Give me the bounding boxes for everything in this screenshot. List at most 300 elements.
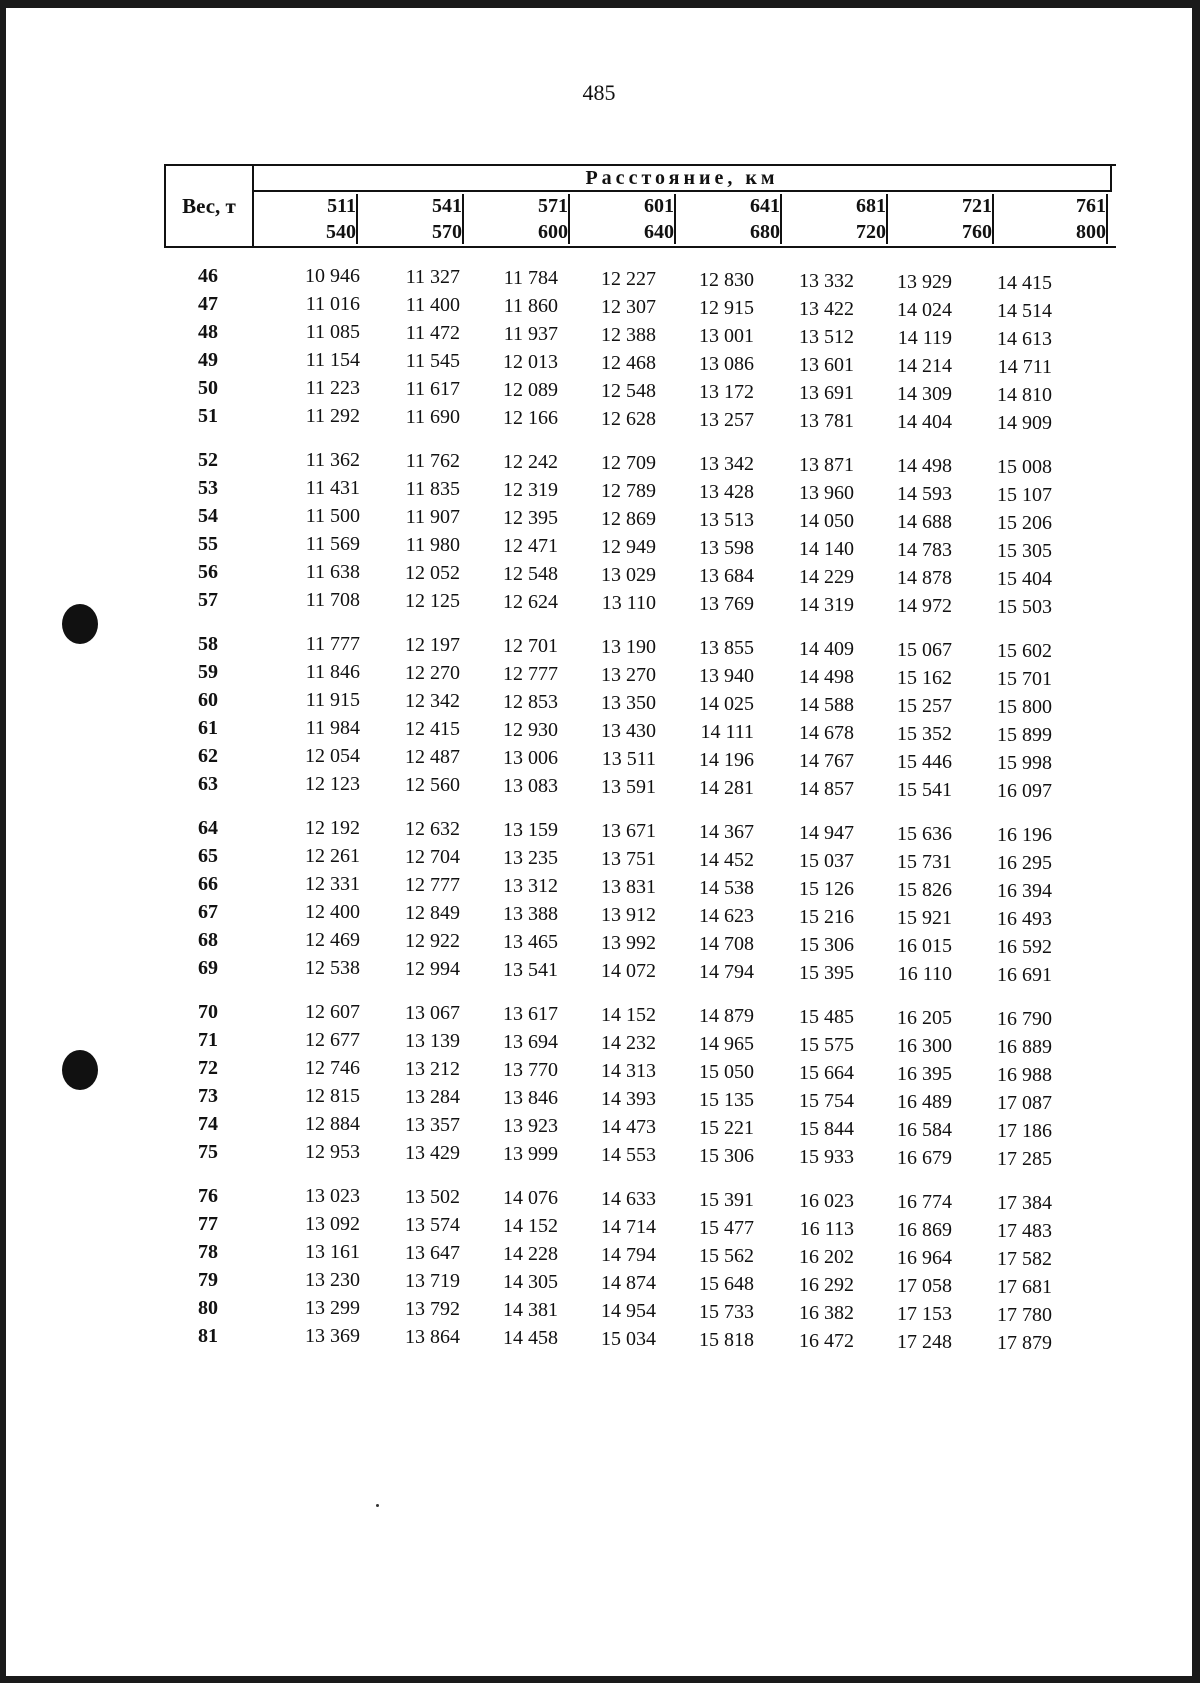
rate-cell: 12 270 [405,662,460,684]
rate-cell: 14 305 [503,1271,558,1293]
rate-cell: 13 647 [405,1242,460,1264]
rate-cell: 13 230 [305,1269,360,1291]
rate-cell: 15 921 [897,907,952,929]
rate-cell: 14 708 [699,933,754,955]
rate-cell: 12 677 [305,1029,360,1051]
rate-cell: 13 342 [699,453,754,475]
rate-cell: 15 446 [897,751,952,773]
rate-cell: 13 769 [699,593,754,615]
rate-cell: 14 228 [503,1243,558,1265]
rate-cell: 13 591 [601,776,656,798]
rate-cell: 13 388 [503,903,558,925]
weight-cell: 54 [198,505,218,527]
weight-cell: 62 [198,745,218,767]
rate-cell: 13 086 [699,353,754,375]
rate-cell: 14 714 [601,1216,656,1238]
rate-cell: 12 560 [405,774,460,796]
rate-cell: 13 719 [405,1270,460,1292]
range-from: 641 [750,195,780,217]
rate-cell: 14 794 [601,1244,656,1266]
rate-cell: 14 794 [699,961,754,983]
rate-cell: 13 350 [601,692,656,714]
rate-cell: 16 300 [897,1035,952,1057]
rate-cell: 14 514 [997,300,1052,322]
rate-cell: 14 857 [799,778,854,800]
table-row [6,1110,1192,1142]
rate-cell: 14 498 [799,666,854,688]
rate-cell: 11 085 [305,321,360,343]
weight-cell: 50 [198,377,218,399]
rate-cell: 14 553 [601,1144,656,1166]
rate-cell: 11 154 [305,349,360,371]
table-row [6,318,1192,350]
rate-cell: 14 678 [799,722,854,744]
weight-cell: 74 [198,1113,218,1135]
weight-cell: 80 [198,1297,218,1319]
rate-cell: 13 139 [405,1030,460,1052]
rate-cell: 14 452 [699,849,754,871]
rate-cell: 11 500 [305,505,360,527]
weight-cell: 48 [198,321,218,343]
rate-cell: 13 429 [405,1142,460,1164]
table-row [6,1026,1192,1058]
table-row [6,530,1192,562]
range-to: 800 [1076,221,1106,243]
rate-cell: 11 327 [405,266,460,288]
rate-cell: 12 915 [699,297,754,319]
scan-speck [376,1504,379,1507]
rate-cell: 14 196 [699,749,754,771]
rate-cell: 11 569 [305,533,360,555]
rate-cell: 11 937 [503,323,558,345]
rate-cell: 15 826 [897,879,952,901]
rate-cell: 14 367 [699,821,754,843]
rate-cell: 12 953 [305,1141,360,1163]
rate-cell: 16 113 [799,1218,854,1240]
rate-cell: 11 907 [405,506,460,528]
rate-cell: 14 878 [897,567,952,589]
weight-cell: 76 [198,1185,218,1207]
rate-cell: 15 306 [799,934,854,956]
rate-cell: 16 382 [799,1302,854,1324]
distance-range-header [254,192,358,246]
rate-cell: 15 162 [897,667,952,689]
rate-cell: 12 013 [503,351,558,373]
document-page [6,8,1192,1676]
weight-cell: 65 [198,845,218,867]
rate-cell: 16 679 [897,1147,952,1169]
distance-range-header [572,192,676,246]
rate-cell: 15 733 [699,1301,754,1323]
rate-cell: 11 984 [305,717,360,739]
rate-cell: 16 584 [897,1119,952,1141]
rate-cell: 13 312 [503,875,558,897]
range-to: 680 [750,221,780,243]
rate-cell: 13 770 [503,1059,558,1081]
weight-cell: 72 [198,1057,218,1079]
rate-cell: 15 701 [997,668,1052,690]
rate-cell: 14 947 [799,822,854,844]
range-from: 761 [1076,195,1106,217]
rate-cell: 15 107 [997,484,1052,506]
rate-cell: 14 711 [997,356,1052,378]
table-row [6,402,1192,434]
rate-cell: 17 780 [997,1304,1052,1326]
rate-cell: 15 126 [799,878,854,900]
table-row [6,474,1192,506]
rate-cell: 12 830 [699,269,754,291]
table-row [6,686,1192,718]
rate-cell: 14 152 [601,1004,656,1026]
rate-cell: 13 430 [601,720,656,742]
rate-cell: 13 999 [503,1143,558,1165]
table-row [6,630,1192,662]
rate-cell: 13 465 [503,931,558,953]
weight-cell: 75 [198,1141,218,1163]
rate-cell: 16 196 [997,824,1052,846]
range-from: 511 [327,195,356,217]
rate-cell: 16 964 [897,1247,952,1269]
rate-cell: 15 485 [799,1006,854,1028]
rate-cell: 13 369 [305,1325,360,1347]
rate-cell: 14 810 [997,384,1052,406]
rate-cell: 12 125 [405,590,460,612]
table-row [6,346,1192,378]
column-rule [992,194,994,244]
rate-cell: 13 512 [799,326,854,348]
rate-cell: 14 313 [601,1060,656,1082]
rate-cell: 17 483 [997,1220,1052,1242]
rate-cell: 14 688 [897,511,952,533]
rate-cell: 12 789 [601,480,656,502]
table-row [6,814,1192,846]
rate-cell: 14 588 [799,694,854,716]
table-row [6,870,1192,902]
weight-cell: 67 [198,901,218,923]
rate-cell: 12 123 [305,773,360,795]
rate-cell: 15 503 [997,596,1052,618]
rate-cell: 13 691 [799,382,854,404]
rate-cell: 15 067 [897,639,952,661]
rate-cell: 13 684 [699,565,754,587]
rate-cell: 13 992 [601,932,656,954]
rate-cell: 11 915 [305,689,360,711]
rate-cell: 12 701 [503,635,558,657]
rate-cell: 13 502 [405,1186,460,1208]
rate-cell: 15 664 [799,1062,854,1084]
rate-cell: 14 024 [897,299,952,321]
rate-cell: 12 632 [405,818,460,840]
table-row [6,290,1192,322]
rate-cell: 14 409 [799,638,854,660]
table-row [6,1138,1192,1170]
rate-cell: 12 922 [405,930,460,952]
table-row [6,1054,1192,1086]
weight-cell: 73 [198,1085,218,1107]
rate-cell: 15 216 [799,906,854,928]
table-header [164,164,1116,248]
weight-cell: 70 [198,1001,218,1023]
rate-cell: 17 582 [997,1248,1052,1270]
rate-cell: 15 998 [997,752,1052,774]
rate-cell: 14 538 [699,877,754,899]
table-row [6,954,1192,986]
rate-cell: 13 846 [503,1087,558,1109]
rate-cell: 14 393 [601,1088,656,1110]
rate-cell: 12 487 [405,746,460,768]
rate-cell: 14 076 [503,1187,558,1209]
table-row [6,742,1192,774]
distance-range-header [360,192,464,246]
rate-cell: 16 889 [997,1036,1052,1058]
rate-cell: 15 034 [601,1328,656,1350]
distance-range-header [678,192,782,246]
rate-cell: 11 292 [305,405,360,427]
table-row [6,770,1192,802]
weight-cell: 47 [198,293,218,315]
table-row [6,898,1192,930]
rate-cell: 15 305 [997,540,1052,562]
rate-cell: 12 415 [405,718,460,740]
rate-cell: 11 362 [305,449,360,471]
rate-cell: 13 159 [503,819,558,841]
rate-cell: 14 879 [699,1005,754,1027]
rate-cell: 15 933 [799,1146,854,1168]
rate-cell: 12 853 [503,691,558,713]
rate-cell: 12 400 [305,901,360,923]
range-to: 570 [432,221,462,243]
rate-cell: 13 029 [601,564,656,586]
weight-cell: 53 [198,477,218,499]
rate-cell: 14 050 [799,510,854,532]
weight-cell: 55 [198,533,218,555]
weight-cell: 61 [198,717,218,739]
rate-cell: 13 235 [503,847,558,869]
rate-cell: 13 912 [601,904,656,926]
weight-column-header: Вес, т [166,166,254,246]
weight-cell: 69 [198,957,218,979]
rate-cell: 16 790 [997,1008,1052,1030]
rate-cell: 13 001 [699,325,754,347]
rate-cell: 13 751 [601,848,656,870]
table-row [6,374,1192,406]
rate-cell: 15 404 [997,568,1052,590]
rate-cell: 14 229 [799,566,854,588]
rate-cell: 14 232 [601,1032,656,1054]
rate-cell: 16 869 [897,1219,952,1241]
rate-cell: 11 784 [503,267,558,289]
rate-cell: 15 206 [997,512,1052,534]
rate-cell: 11 762 [405,450,460,472]
rate-cell: 16 292 [799,1274,854,1296]
table-row [6,502,1192,534]
weight-cell: 64 [198,817,218,839]
rate-cell: 13 110 [601,592,656,614]
weight-cell: 60 [198,689,218,711]
weight-cell: 78 [198,1241,218,1263]
rate-cell: 12 709 [601,452,656,474]
table-row [6,1082,1192,1114]
rate-cell: 11 617 [405,378,460,400]
rate-cell: 16 097 [997,780,1052,802]
rate-cell: 12 538 [305,957,360,979]
rate-cell: 13 161 [305,1241,360,1263]
rate-cell: 12 746 [305,1057,360,1079]
rate-cell: 12 227 [601,268,656,290]
rate-cell: 16 493 [997,908,1052,930]
range-to: 540 [326,221,356,243]
range-from: 601 [644,195,674,217]
rate-cell: 14 281 [699,777,754,799]
rate-cell: 12 261 [305,845,360,867]
range-from: 541 [432,195,462,217]
rate-cell: 14 623 [699,905,754,927]
rate-cell: 14 498 [897,455,952,477]
rate-cell: 11 777 [305,633,360,655]
rate-cell: 14 214 [897,355,952,377]
rate-cell: 14 965 [699,1033,754,1055]
rate-cell: 13 257 [699,409,754,431]
weight-cell: 52 [198,449,218,471]
rate-cell: 15 008 [997,456,1052,478]
rate-cell: 11 846 [305,661,360,683]
rate-cell: 11 431 [305,477,360,499]
rate-cell: 12 342 [405,690,460,712]
page-number: 485 [582,80,616,105]
weight-cell: 77 [198,1213,218,1235]
rate-cell: 17 384 [997,1192,1052,1214]
rate-cell: 11 223 [305,377,360,399]
rate-cell: 14 119 [897,327,952,349]
rate-cell: 16 988 [997,1064,1052,1086]
table-row [6,658,1192,690]
rate-cell: 13 428 [699,481,754,503]
weight-cell: 66 [198,873,218,895]
rate-cell: 16 592 [997,936,1052,958]
table-row [6,1238,1192,1270]
rate-cell: 13 270 [601,664,656,686]
weight-cell: 51 [198,405,218,427]
rate-cell: 15 352 [897,723,952,745]
column-rule [886,194,888,244]
column-rule [356,194,358,244]
distance-range-header [784,192,888,246]
weight-cell: 68 [198,929,218,951]
rate-cell: 12 307 [601,296,656,318]
rate-cell: 17 058 [897,1275,952,1297]
rate-cell: 14 140 [799,538,854,560]
range-to: 640 [644,221,674,243]
rate-cell: 14 593 [897,483,952,505]
rate-cell: 13 006 [503,747,558,769]
weight-cell: 46 [198,265,218,287]
rate-cell: 12 949 [601,536,656,558]
rate-cell: 12 471 [503,535,558,557]
table-row [6,558,1192,590]
column-rule [674,194,676,244]
rate-cell: 16 205 [897,1007,952,1029]
rate-cell: 13 871 [799,454,854,476]
range-from: 721 [962,195,992,217]
rate-cell: 17 186 [997,1120,1052,1142]
range-to: 720 [856,221,886,243]
rate-cell: 14 458 [503,1327,558,1349]
rate-cell: 12 469 [305,929,360,951]
column-rule [1106,194,1108,244]
rate-cell: 13 513 [699,509,754,531]
table-row [6,586,1192,618]
rate-cell: 12 395 [503,507,558,529]
rate-cell: 13 864 [405,1326,460,1348]
rate-cell: 10 946 [305,265,360,287]
rate-cell: 13 357 [405,1114,460,1136]
rate-cell: 12 052 [405,562,460,584]
rate-cell: 14 072 [601,960,656,982]
rate-cell: 11 708 [305,589,360,611]
rate-cell: 13 172 [699,381,754,403]
rate-cell: 13 541 [503,959,558,981]
rate-cell: 14 111 [700,721,754,743]
rate-cell: 17 153 [897,1303,952,1325]
rate-cell: 15 257 [897,695,952,717]
rate-cell: 11 472 [405,322,460,344]
rate-cell: 16 472 [799,1330,854,1352]
rate-cell: 14 025 [699,693,754,715]
rate-cell: 13 023 [305,1185,360,1207]
rate-cell: 15 562 [699,1245,754,1267]
rate-cell: 17 087 [997,1092,1052,1114]
rate-cell: 16 110 [897,963,952,985]
rate-cell: 12 242 [503,451,558,473]
rate-cell: 13 781 [799,410,854,432]
rate-cell: 14 381 [503,1299,558,1321]
rate-cell: 12 624 [503,591,558,613]
rate-cell: 13 940 [699,665,754,687]
rate-cell: 11 690 [405,406,460,428]
rate-cell: 12 319 [503,479,558,501]
rate-cell: 12 607 [305,1001,360,1023]
rate-cell: 13 299 [305,1297,360,1319]
rate-cell: 14 767 [799,750,854,772]
rate-cell: 14 783 [897,539,952,561]
weight-cell: 49 [198,349,218,371]
rate-cell: 17 285 [997,1148,1052,1170]
rate-cell: 14 473 [601,1116,656,1138]
distance-range-header [466,192,570,246]
rate-cell: 11 980 [405,534,460,556]
rate-cell: 15 818 [699,1329,754,1351]
rate-cell: 13 929 [897,271,952,293]
rate-cell: 13 284 [405,1086,460,1108]
rate-cell: 14 613 [997,328,1052,350]
rate-cell: 13 212 [405,1058,460,1080]
rate-cell: 15 731 [897,851,952,873]
weight-cell: 63 [198,773,218,795]
rate-cell: 14 309 [897,383,952,405]
rate-cell: 15 221 [699,1117,754,1139]
rate-cell: 13 067 [405,1002,460,1024]
column-rule [568,194,570,244]
rate-cell: 13 422 [799,298,854,320]
rate-cell: 13 617 [503,1003,558,1025]
rate-cell: 11 400 [405,294,460,316]
rate-cell: 15 754 [799,1090,854,1112]
rate-cell: 14 319 [799,594,854,616]
table-row [6,1210,1192,1242]
rate-cell: 15 050 [699,1061,754,1083]
rate-cell: 12 704 [405,846,460,868]
rate-cell: 13 598 [699,537,754,559]
